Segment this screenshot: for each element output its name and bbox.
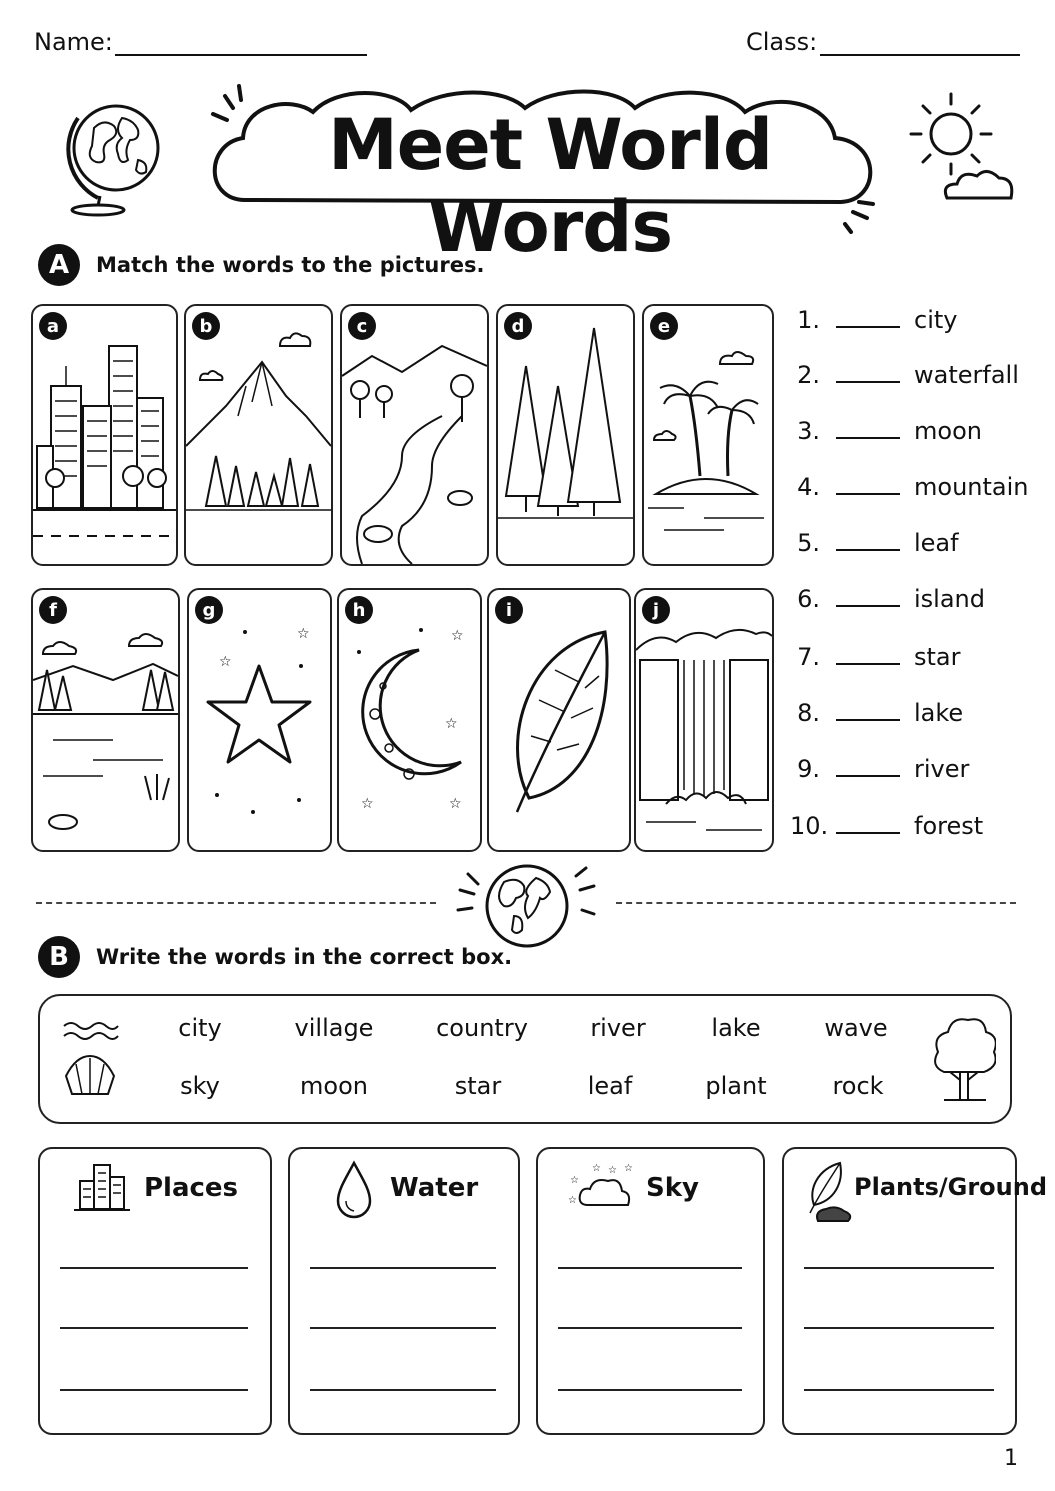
category-title: Plants/Ground [854, 1173, 1047, 1201]
waterfall-icon [636, 590, 772, 850]
card-letter: i [495, 596, 523, 624]
picture-card-river[interactable] [340, 304, 489, 566]
category-title: Places [144, 1173, 239, 1203]
match-item: 7. star [797, 643, 961, 671]
card-letter: h [345, 596, 373, 624]
svg-text:☆: ☆ [445, 716, 458, 732]
category-box-water [288, 1147, 520, 1435]
writing-line[interactable] [558, 1267, 742, 1269]
writing-line[interactable] [804, 1389, 994, 1391]
section-b-instruction: Write the words in the correct box. [96, 945, 513, 969]
writing-line[interactable] [310, 1267, 496, 1269]
picture-card-moon[interactable] [337, 588, 482, 852]
city-icon [33, 306, 176, 564]
svg-text:☆: ☆ [297, 626, 310, 642]
svg-text:☆: ☆ [608, 1165, 617, 1176]
writing-line[interactable] [310, 1327, 496, 1329]
moon-icon [339, 590, 480, 850]
leaf-icon [489, 590, 629, 850]
category-title: Sky [646, 1173, 699, 1203]
match-word: star [914, 643, 961, 671]
section-divider-right [616, 902, 1016, 904]
picture-card-star[interactable] [187, 588, 332, 852]
match-item: 10. forest [790, 812, 984, 840]
page-number: 1 [1004, 1446, 1018, 1471]
card-letter: e [650, 312, 678, 340]
answer-blank[interactable] [836, 367, 900, 383]
card-letter: j [642, 596, 670, 624]
bank-word[interactable]: lake [711, 1014, 761, 1042]
answer-blank[interactable] [836, 535, 900, 551]
match-word: leaf [914, 529, 959, 557]
picture-card-forest[interactable] [496, 304, 635, 566]
picture-card-island[interactable] [642, 304, 774, 566]
svg-text:☆: ☆ [592, 1163, 601, 1174]
class-label: Class: [746, 28, 818, 56]
answer-blank[interactable] [836, 479, 900, 495]
bank-word[interactable]: sky [180, 1072, 220, 1100]
writing-line[interactable] [60, 1267, 248, 1269]
bank-word[interactable]: rock [832, 1072, 884, 1100]
bank-word[interactable]: river [590, 1014, 646, 1042]
star-icon [189, 590, 330, 850]
forest-icon [498, 306, 633, 564]
leaf-rock-icon [804, 1159, 854, 1225]
page-title: Meet World Words [328, 104, 772, 268]
match-item: 3. moon [797, 417, 982, 445]
answer-blank[interactable] [836, 818, 900, 834]
lake-icon [33, 590, 178, 850]
match-word: waterfall [914, 361, 1019, 389]
picture-card-waterfall[interactable] [634, 588, 774, 852]
writing-line[interactable] [804, 1327, 994, 1329]
picture-card-mountain[interactable] [184, 304, 333, 566]
section-a-badge: A [38, 244, 80, 286]
globe-icon [58, 88, 170, 218]
match-word: river [914, 755, 970, 783]
section-divider-left [36, 902, 436, 904]
water-drop-icon [334, 1159, 374, 1219]
name-field[interactable] [115, 54, 367, 56]
picture-card-lake[interactable] [31, 588, 180, 852]
category-box-sky [536, 1147, 765, 1435]
card-letter: c [348, 312, 376, 340]
buildings-icon [74, 1159, 130, 1213]
writing-line[interactable] [804, 1267, 994, 1269]
card-letter: d [504, 312, 532, 340]
bank-word[interactable]: city [178, 1014, 222, 1042]
match-word: mountain [914, 473, 1029, 501]
card-letter: f [39, 596, 67, 624]
svg-text:☆: ☆ [361, 796, 374, 812]
tree-icon [930, 1014, 996, 1102]
answer-blank[interactable] [836, 761, 900, 777]
section-a-instruction: Match the words to the pictures. [96, 253, 485, 277]
card-letter: g [195, 596, 223, 624]
match-item: 5. leaf [797, 529, 959, 557]
writing-line[interactable] [310, 1389, 496, 1391]
card-letter: b [192, 312, 220, 340]
match-word: forest [914, 812, 984, 840]
class-field[interactable] [820, 54, 1020, 56]
match-item: 2. waterfall [797, 361, 1019, 389]
match-item: 9. river [797, 755, 970, 783]
bank-word[interactable]: leaf [587, 1072, 633, 1100]
match-word: island [914, 585, 985, 613]
cloud-stars-icon [568, 1161, 638, 1211]
word-bank [38, 994, 1012, 1124]
sun-cloud-icon [905, 88, 1020, 206]
category-box-plants-ground [782, 1147, 1047, 1435]
category-box-places [38, 1147, 272, 1435]
writing-line[interactable] [60, 1389, 248, 1391]
answer-blank[interactable] [836, 591, 900, 607]
bank-word[interactable]: star [454, 1072, 502, 1100]
match-item: 8. lake [797, 699, 964, 727]
bank-word[interactable]: plant [705, 1072, 767, 1100]
answer-blank[interactable] [836, 649, 900, 665]
name-label: Name: [34, 28, 113, 56]
match-word: moon [914, 417, 982, 445]
match-item: 1. city [797, 306, 958, 334]
match-word: city [914, 306, 958, 334]
answer-blank[interactable] [836, 705, 900, 721]
island-icon [644, 306, 772, 564]
svg-text:☆: ☆ [624, 1163, 633, 1174]
category-title: Water [390, 1173, 479, 1203]
mountain-icon [186, 306, 331, 564]
writing-line[interactable] [60, 1327, 248, 1329]
card-letter: a [39, 312, 67, 340]
writing-line[interactable] [558, 1327, 742, 1329]
svg-text:☆: ☆ [568, 1195, 577, 1206]
svg-text:☆: ☆ [451, 628, 464, 644]
wave-shell-icon [62, 1018, 120, 1098]
bank-word[interactable]: wave [824, 1014, 888, 1042]
svg-text:☆: ☆ [570, 1175, 579, 1186]
svg-text:☆: ☆ [449, 796, 462, 812]
match-word: lake [914, 699, 964, 727]
writing-line[interactable] [558, 1389, 742, 1391]
bank-word[interactable]: village [294, 1014, 374, 1042]
earth-icon [454, 860, 600, 952]
answer-blank[interactable] [836, 312, 900, 328]
match-item: 4. mountain [797, 473, 1029, 501]
bank-word[interactable]: country [436, 1014, 528, 1042]
picture-card-leaf[interactable] [487, 588, 631, 852]
match-item: 6. island [797, 585, 985, 613]
answer-blank[interactable] [836, 423, 900, 439]
svg-text:☆: ☆ [219, 654, 232, 670]
picture-card-city[interactable] [31, 304, 178, 566]
bank-word[interactable]: moon [300, 1072, 368, 1100]
river-icon [342, 306, 487, 564]
section-b-badge: B [38, 936, 80, 978]
